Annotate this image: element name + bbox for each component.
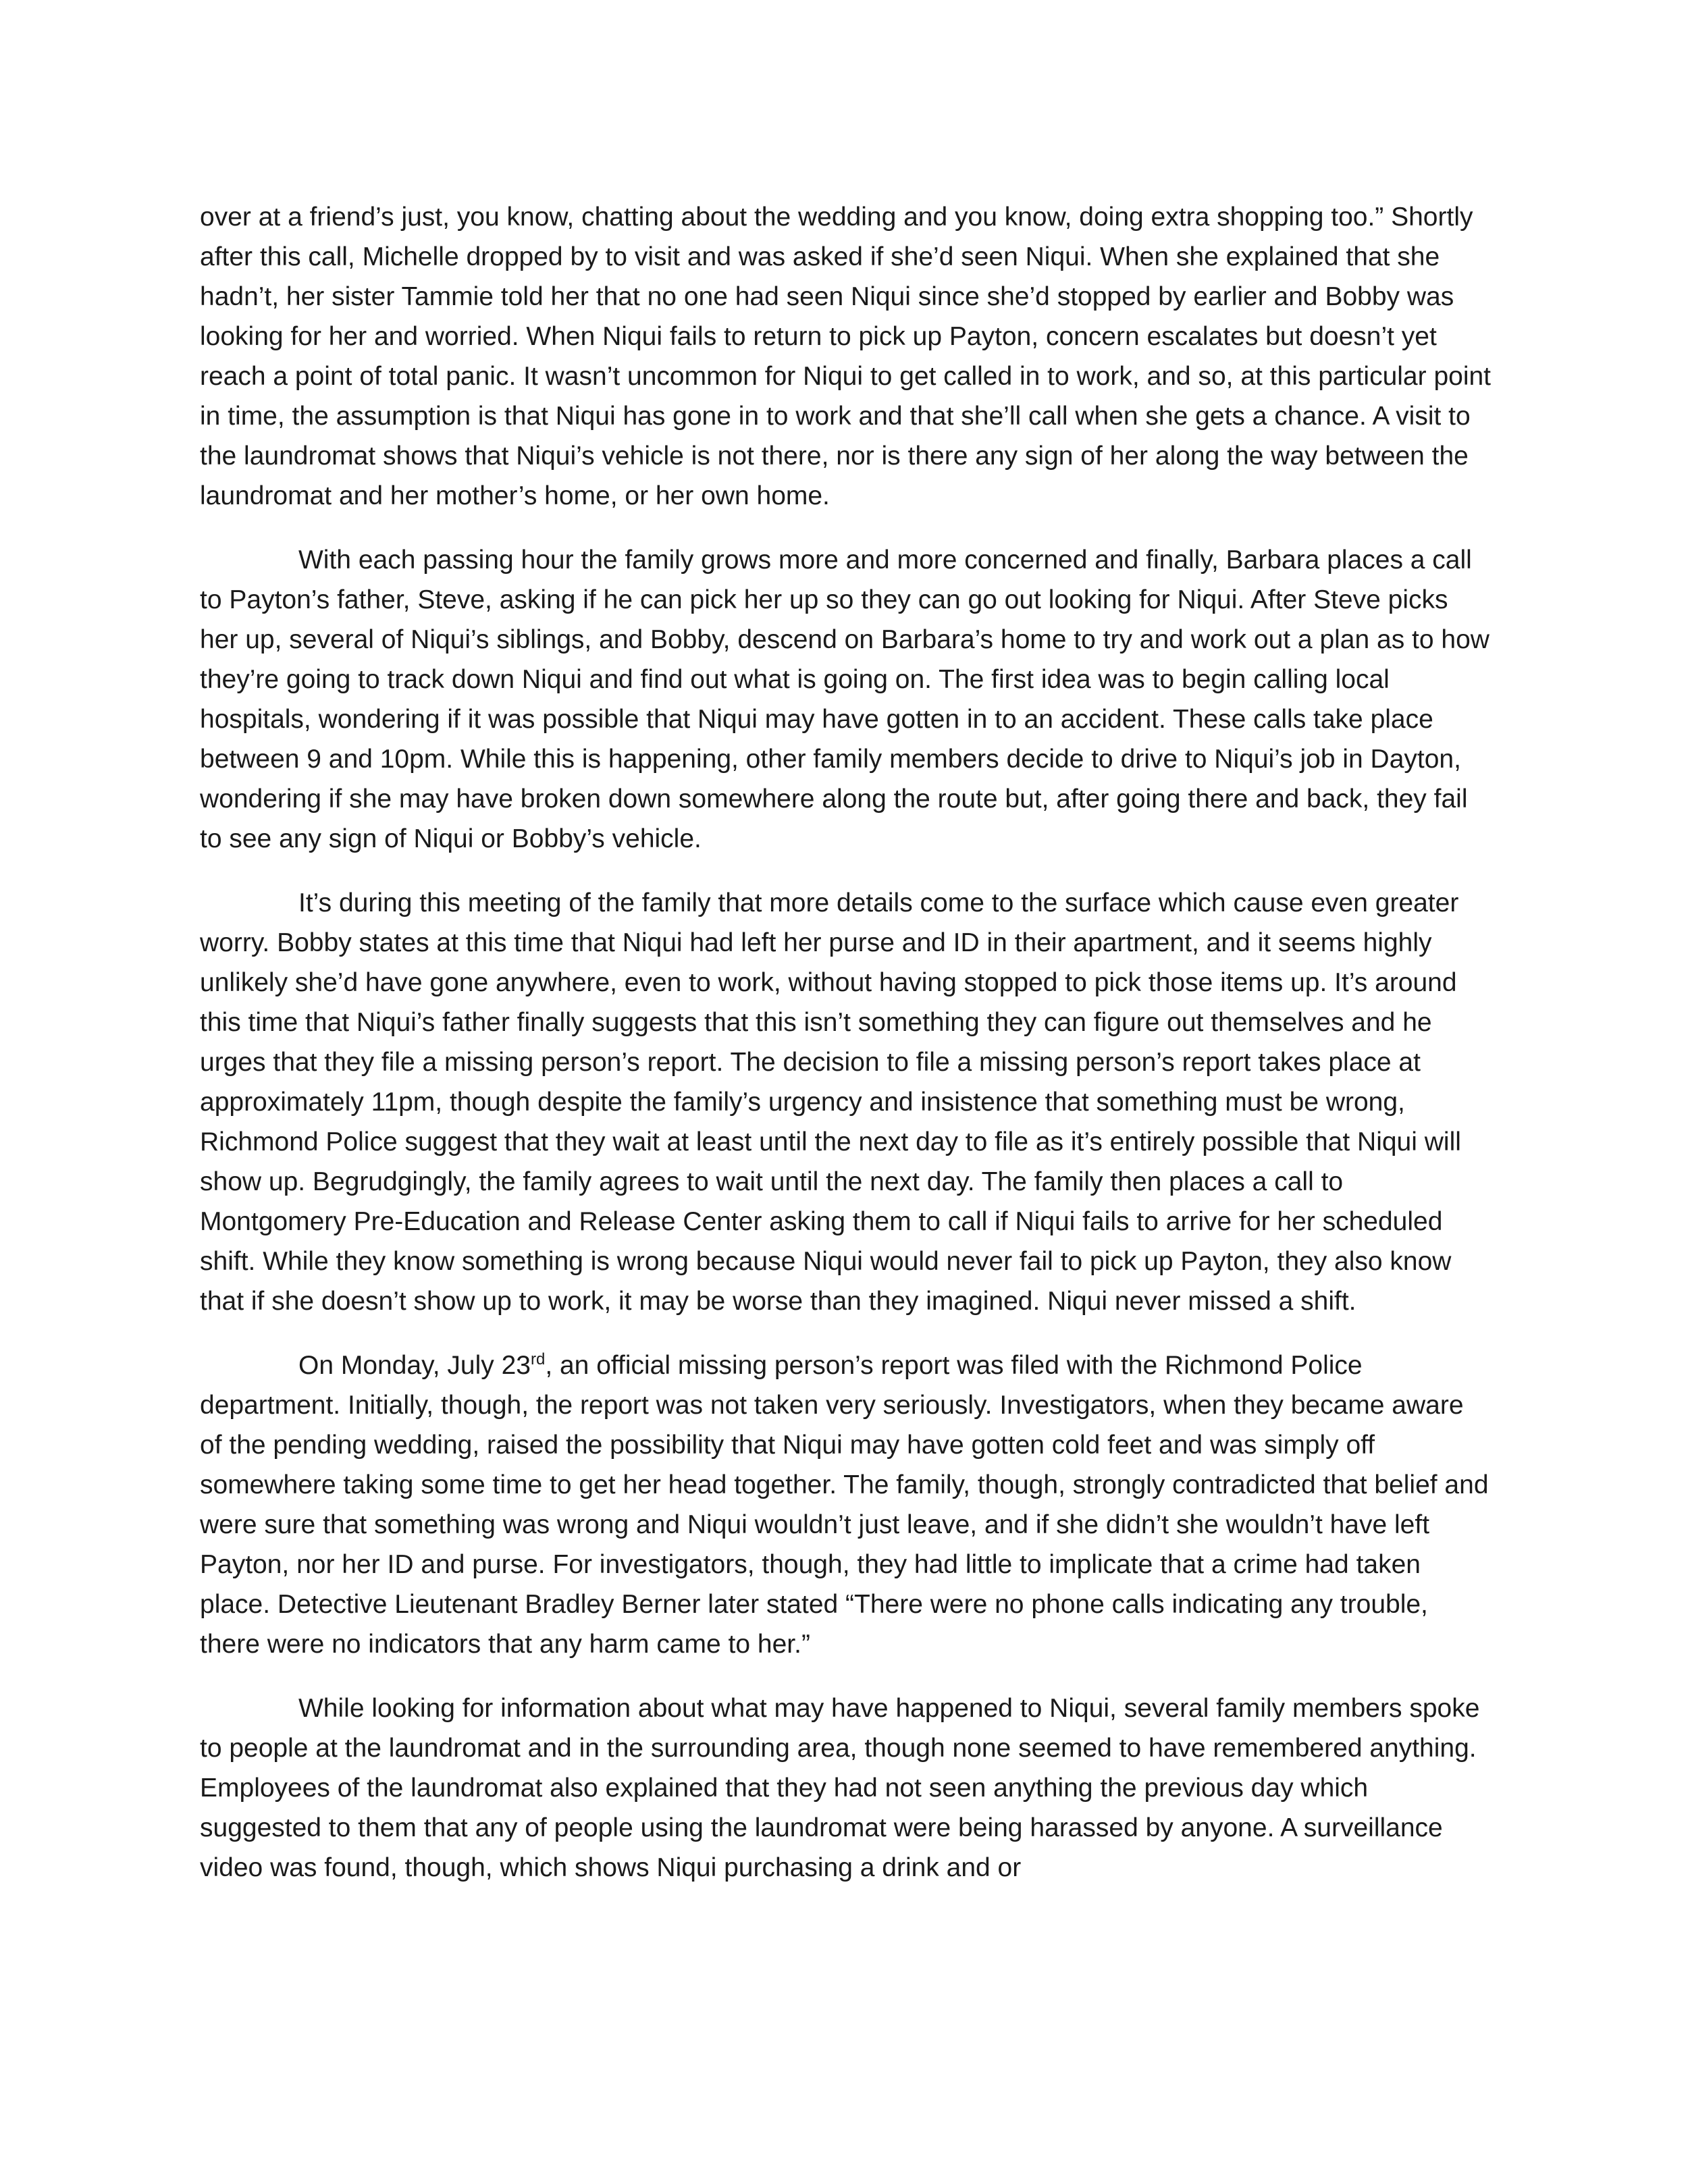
paragraph-family-meeting: It’s during this meeting of the family that more details come to the surface which cause even greater worry. Bobby states at this time that Niqui had left her purse and ID in their apartment, and it seems highly unlikely she’d have gone anywhere, even to work, without having stopped to pick those items up. It’s around this time that Niqui’s father finally suggests that this isn’t something they can figure out themselves and he urges that they file a missing person’s report. The decision to file a missing person’s report takes place at approximately 11pm, though despite the family’s urgency and insistence that something must be wrong, Richmond Police suggest that they wait at least until the next day to file as it’s entirely possible that Niqui will show up. Begrudgingly, the family agrees to wait until the next day. The family then places a call to Montgomery Pre-Education and Release Center asking them to call if Niqui fails to arrive for her scheduled shift. While they know something is wrong because Niqui would never fail to pick up Payton, they also know that if she doesn’t show up to work, it may be worse than they imagined. Niqui never missed a shift. (200, 888, 1461, 1316)
paragraph-missing-report-rest: , an official missing person’s report was filed with the Richmond Police department. Initially, though, the report was not taken very seriously. Investigators, when they became aware of the pending wedding, raised the possibility that Niqui may have gotten cold feet and was simply off somewhere taking some time to get her head together. The family, though, strongly contradicted that belief and were sure that something was wrong and Niqui wouldn’t just leave, and if she didn’t she wouldn’t have left Payton, nor her ID and purse. For investigators, though, they had little to implicate that a crime had taken place. Detective Lieutenant Bradley Berner later stated “There were no phone calls indicating any trouble, there were no indicators that any harm came to her.” (200, 1351, 1489, 1659)
ordinal-suffix: rd (530, 1350, 546, 1368)
body-text (200, 197, 1491, 1912)
paragraph-continuation: over at a friend’s just, you know, chatting about the wedding and you know, doing extra shopping too.” Shortly after this call, Michelle dropped by to visit and was asked if she’d seen Niqui. When she explained that she hadn’t, her sister Tammie told her that no one had seen Niqui since she’d stopped by earlier and Bobby was looking for her and worried. When Niqui fails to return to pick up Payton, concern escalates but doesn’t yet reach a point of total panic. It wasn’t uncommon for Niqui to get called in to work, and so, at this particular point in time, the assumption is that Niqui has gone in to work and that she’ll call when she gets a chance. A visit to the laundromat shows that Niqui’s vehicle is not there, nor is there any sign of her along the way between the laundromat and her mother’s home, or her own home. (200, 203, 1492, 510)
paragraph-missing-report (200, 1346, 1491, 1664)
paragraph-laundromat: While looking for information about what may have happened to Niqui, several family members spoke to people at the laundromat and in the surrounding area, though none seemed to have remembered anything. Employees of the laundromat also explained that they had not seen anything the previous day which suggested to them that any of people using the laundromat were being harassed by anyone. A surveillance video was found, though, which shows Niqui purchasing a drink and or (200, 1694, 1480, 1882)
paragraph-family-search: With each passing hour the family grows more and more concerned and finally, Barbara places a call to Payton’s father, Steve, asking if he can pick her up so they can go out looking for Niqui. After Steve picks her up, several of Niqui’s siblings, and Bobby, descend on Barbara’s home to try and work out a plan as to how they’re going to track down Niqui and find out what is going on. The first idea was to begin calling local hospitals, wondering if it was possible that Niqui may have gotten in to an accident. These calls take place between 9 and 10pm. While this is happening, other family members decide to drive to Niqui’s job in Dayton, wondering if she may have broken down somewhere along the route but, after going there and back, they fail to see any sign of Niqui or Bobby’s vehicle. (200, 545, 1489, 853)
paragraph-missing-report-start: On Monday, July 23 (298, 1351, 531, 1380)
